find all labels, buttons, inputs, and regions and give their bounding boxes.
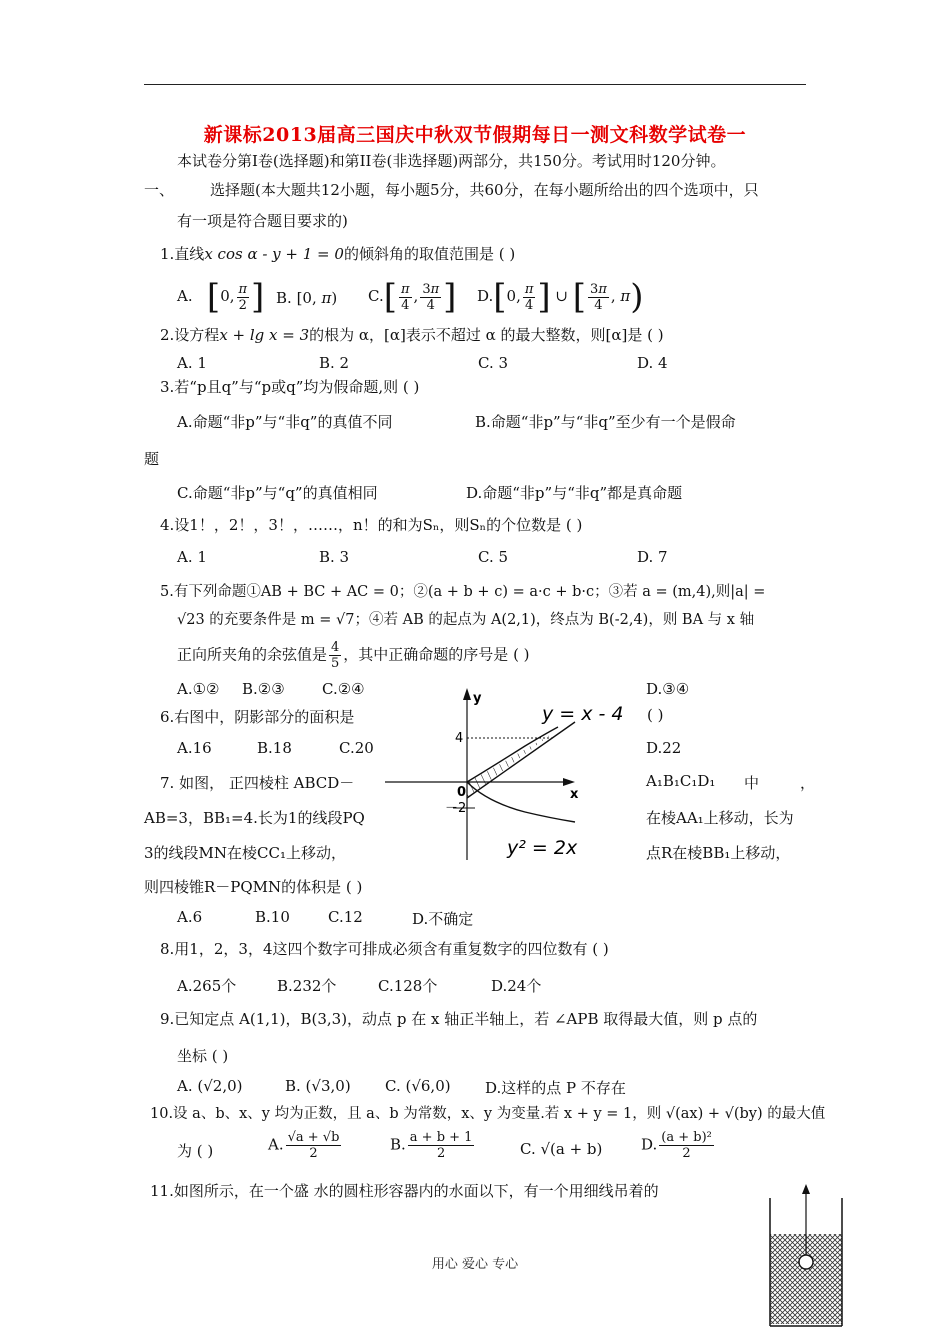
q3-option-c: C.命题“非p”与“q”的真值相同 [177,484,378,502]
q7-line-2-right: 在棱AA₁上移动，长为 [646,809,794,827]
q4-option-a: A. 1 [177,548,207,566]
q6-stem: 6.右图中，阴影部分的面积是 [160,708,355,726]
q5-option-d: D.③④ [646,680,690,698]
q4-option-d: D. 7 [637,548,668,566]
section-number: 一、 [144,181,175,199]
q1-stem: 1.直线x cos α - y + 1 = 0的倾斜角的取值范围是 ( ) [160,245,516,263]
q10-option-a: A. $\frac{√a + √b}{2}$ [268,1130,340,1161]
q4-stem: 4.设1！，2！，3！，……，n！的和为Sₙ，则Sₙ的个位数是 ( ) [160,516,583,534]
curve-equation-label: y² = 2x [507,837,578,859]
q6-option-d: D.22 [646,739,682,757]
x-axis-label: x [570,787,579,802]
q10-stem-cont: 为 ( ) [177,1142,214,1160]
q8-stem: 8.用1，2，3，4这四个数字可排成必须含有重复数字的四位数有 ( ) [160,940,609,958]
top-rule [144,84,806,85]
q9-option-b: B. (√3,0) [285,1077,351,1095]
q1-option-c: C.[ $\frac{\pi}{4}$ , $\frac{3\pi}{4}$ ] [368,277,457,317]
q5-option-b: B.②③ [242,680,285,698]
q7-line-1-mid: 中 [744,774,760,792]
q7-line-3: 3的线段MN在棱CC₁上移动， [144,844,346,862]
q8-option-b: B.232个 [277,977,337,995]
q9-option-d: D.这样的点 P 不存在 [485,1079,626,1097]
q2-option-d: D. 4 [637,354,668,372]
q9-stem-cont: 坐标 ( ) [177,1047,229,1065]
q10-option-c: C. √(a + b) [520,1140,603,1158]
q6-paren: ( ) [647,706,664,724]
q3-option-d: D.命题“非p”与“非q”都是真命题 [466,484,683,502]
q7-line-4: 则四棱锥R－PQMN的体积是 ( ) [144,878,363,896]
page-footer: 用心 爱心 专心 [431,1257,519,1272]
q1-option-a: A. [0, $\frac{\pi}{2}$ ] [177,277,265,317]
q1-option-b: B. [0, π) [276,289,338,307]
parabola-upper [467,727,558,782]
page-title: 新课标2013届高三国庆中秋双节假期每日一测文科数学试卷一 [203,124,747,146]
q6-option-a: A.16 [177,739,212,757]
q2-stem: 2.设方程x + lg x = 3的根为 α，[α]表示不超过 α 的最大整数，则[α]是 ( ) [160,326,664,344]
q7-option-b: B.10 [255,908,290,926]
q7-option-a: A.6 [177,908,203,926]
q4-option-b: B. 3 [319,548,350,566]
q7-line-2: AB=3，BB₁=4.长为1的线段PQ [144,809,365,827]
q7-option-c: C.12 [328,908,363,926]
q7-option-d: D.不确定 [412,910,474,928]
origin-label: 0 [457,785,467,800]
q2-option-a: A. 1 [177,354,207,372]
q3-option-a: A.命题“非p”与“非q”的真值不同 [177,413,393,431]
q7-line-1: 7. 如图， 正四棱柱 ABCD－ [160,774,355,792]
section-heading: 选择题(本大题共12小题，每小题5分，共60分，在每小题所给出的四个选项中，只 [210,181,759,199]
q1-option-d: D.[0, $\frac{\pi}{4}$ ] ∪ [ $\frac{3\pi}{4}$ , π) [477,277,644,317]
line-y-x-4 [467,722,575,798]
q5-line-3: 正向所夹角的余弦值是 $\frac{4}{5}$ ，其中正确命题的序号是 ( ) [177,640,530,671]
q6-region-figure [375,680,635,870]
q3-option-b-cont: 题 [144,450,160,468]
q7-line-1-right: A₁B₁C₁D₁ [646,772,716,790]
q5-line-2: √23 的充要条件是 m = √7；④若 AB 的起点为 A(2,1)，终点为 B(-2,4)，则 BA 与 x 轴 [177,612,755,628]
q10-stem: 10.设 a、b、x、y 均为正数，且 a、b 为常数，x、y 为变量.若 x + y = 1，则 √(ax) + √(by) 的最大值 [150,1106,826,1122]
q11-stem: 11.如图所示，在一个盛 水的圆柱形容器内的水面以下，有一个用细线吊着的 [150,1182,659,1200]
q9-stem: 9.已知定点 A(1,1)，B(3,3)，动点 p 在 x 轴正半轴上，若 ∠APB 取得最大值，则 p 点的 [160,1010,758,1028]
q2-option-b: B. 2 [319,354,350,372]
q6-option-c: C.20 [339,739,374,757]
q3-option-b: B.命题“非p”与“非q”至少有一个是假命 [475,413,736,431]
q7-line-1-comma: ， [800,774,816,792]
y-axis-arrow-icon [463,688,471,700]
x-axis-arrow-icon [563,778,575,786]
q8-option-d: D.24个 [491,977,542,995]
q6-option-b: B.18 [257,739,292,757]
q10-option-b: B. $\frac{a + b + 1}{2}$ [390,1130,473,1161]
q8-option-c: C.128个 [378,977,438,995]
q2-option-c: C. 3 [478,354,509,372]
q9-option-c: C. (√6,0) [385,1077,451,1095]
section-heading-cont: 有一项是符合题目要求的) [177,212,348,230]
q5-option-a: A.①② [177,680,220,698]
line-equation-label: y = x - 4 [542,703,624,725]
q4-option-c: C. 5 [478,548,509,566]
q2-equation: x + lg x = 3 [219,326,310,344]
tick-label-neg2: －2 [445,801,467,816]
thread-arrow-icon [802,1184,810,1194]
tick-label-4: 4 [455,731,464,746]
q7-line-3-right: 点R在棱BB₁上移动， [646,844,791,862]
q9-option-a: A. (√2,0) [177,1077,243,1095]
q1-equation: x cos α - y + 1 = 0 [204,245,344,263]
q10-option-d: D. $\frac{\text{(a + b)²}}{2}$ [641,1130,712,1161]
q5-option-c: C.②④ [322,680,365,698]
parabola-lower [467,782,575,822]
q5-line-1: 5.有下列命题①AB + BC + AC = 0；②(a + b + c) = a·c + b·c；③若 a = (m,4),则|a| = [160,584,766,600]
q3-stem: 3.若“p且q”与“p或q”均为假命题,则 ( ) [160,378,420,396]
y-axis-label: y [473,691,482,706]
q8-option-a: A.265个 [177,977,237,995]
intro-text: 本试卷分第I卷(选择题)和第II卷(非选择题)两部分，共150分。考试用时120分钟。 [177,152,726,170]
